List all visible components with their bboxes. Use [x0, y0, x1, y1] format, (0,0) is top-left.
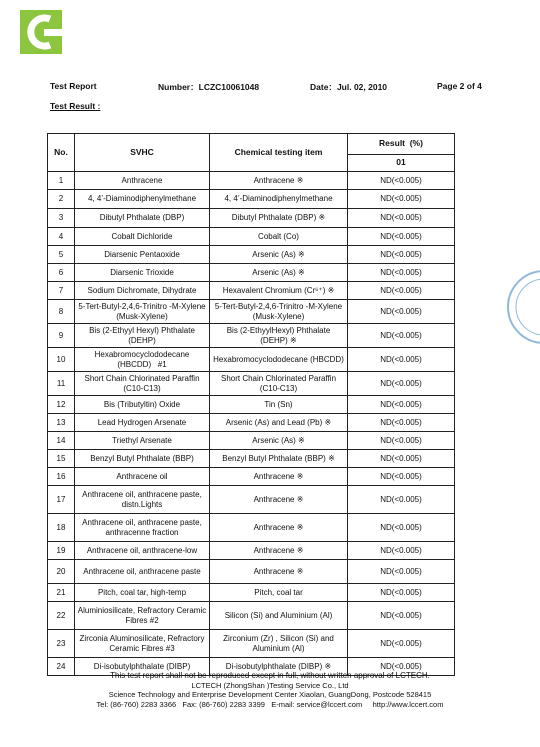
row-number: 17 — [48, 486, 75, 514]
row-svhc: Anthracene oil — [75, 468, 210, 486]
row-result: ND(<0.005) — [348, 300, 455, 324]
row-svhc: Cobalt Dichloride — [75, 228, 210, 246]
table-row — [48, 172, 455, 190]
row-number: 9 — [48, 324, 75, 348]
row-result: ND(<0.005) — [348, 190, 455, 209]
row-number: 16 — [48, 468, 75, 486]
row-number: 3 — [48, 209, 75, 228]
col-header-svhc: SVHC — [75, 134, 210, 172]
row-svhc: 4, 4’-Diaminodiphenylmethane — [75, 190, 210, 209]
row-result: ND(<0.005) — [348, 514, 455, 542]
row-svhc: Anthracene oil, anthracene-low — [75, 542, 210, 560]
col-header-no: No. — [48, 134, 75, 172]
row-svhc: Dibutyl Phthalate (DBP) — [75, 209, 210, 228]
row-svhc: Zirconia Aluminosilicate, Refractory Ceramic Fibres #3 — [75, 630, 210, 658]
number-value: LCZC10061048 — [198, 82, 260, 92]
section-title: Test Result : — [50, 101, 101, 111]
table-row — [48, 300, 455, 324]
table-row — [48, 372, 455, 396]
row-result: ND(<0.005) — [348, 560, 455, 584]
lctech-logo — [20, 10, 62, 54]
row-number: 8 — [48, 300, 75, 324]
row-result: ND(<0.005) — [348, 468, 455, 486]
row-test-item: Di-isobutylphthalate (DIBP) ※ — [210, 658, 348, 676]
row-number: 10 — [48, 348, 75, 372]
row-result: ND(<0.005) — [348, 584, 455, 602]
row-svhc: Triethyl Arsenate — [75, 432, 210, 450]
table-row — [48, 602, 455, 630]
row-test-item: Silicon (Si) and Aluminium (Al) — [210, 602, 348, 630]
row-result: ND(<0.005) — [348, 209, 455, 228]
table-row — [48, 542, 455, 560]
row-test-item: Arsenic (As) ※ — [210, 264, 348, 282]
row-test-item: Pitch, coal tar — [210, 584, 348, 602]
row-number: 6 — [48, 264, 75, 282]
col-header-sample: 01 — [348, 155, 455, 172]
col-header-result: Result (%) — [348, 134, 455, 155]
row-number: 13 — [48, 414, 75, 432]
row-test-item: Hexavalent Chromium (Cr⁶⁺) ※ — [210, 282, 348, 300]
table-row — [48, 190, 455, 209]
row-test-item: Arsenic (As) and Lead (Pb) ※ — [210, 414, 348, 432]
table-row — [48, 432, 455, 450]
row-svhc: Aluminiosilicate, Refractory Ceramic Fibres #2 — [75, 602, 210, 630]
row-result: ND(<0.005) — [348, 172, 455, 190]
table-row — [48, 450, 455, 468]
report-number — [158, 81, 259, 93]
row-result: ND(<0.005) — [348, 348, 455, 372]
row-number: 2 — [48, 190, 75, 209]
row-number: 7 — [48, 282, 75, 300]
report-date — [310, 81, 387, 93]
report-title: Test Report — [50, 81, 97, 91]
report-footer — [0, 671, 540, 709]
table-row — [48, 348, 455, 372]
row-result: ND(<0.005) — [348, 450, 455, 468]
table-row — [48, 246, 455, 264]
row-result: ND(<0.005) — [348, 324, 455, 348]
table-row — [48, 228, 455, 246]
date-label: Date： — [310, 82, 337, 92]
row-test-item: Short Chain Chlorinated Paraffin (C10-C13) — [210, 372, 348, 396]
row-svhc: Short Chain Chlorinated Paraffin (C10-C13) — [75, 372, 210, 396]
table-row — [48, 560, 455, 584]
row-number: 1 — [48, 172, 75, 190]
row-test-item: Benzyl Butyl Phthalate (BBP) ※ — [210, 450, 348, 468]
row-test-item: Bis (2-EthyylHexyl) Phthalate (DEHP) ※ — [210, 324, 348, 348]
row-svhc: Bis (Tributyltin) Oxide — [75, 396, 210, 414]
col-header-item: Chemical testing item — [210, 134, 348, 172]
table-row — [48, 324, 455, 348]
row-test-item: Dibutyl Phthalate (DBP) ※ — [210, 209, 348, 228]
row-result: ND(<0.005) — [348, 432, 455, 450]
row-svhc: Bis (2-Ethyyl Hexyl) Phthalate (DEHP) — [75, 324, 210, 348]
table-row — [48, 209, 455, 228]
row-test-item: Anthracene ※ — [210, 514, 348, 542]
row-test-item: Anthracene ※ — [210, 468, 348, 486]
row-test-item: 4, 4’-Diaminodiphenylmethane — [210, 190, 348, 209]
row-number: 14 — [48, 432, 75, 450]
row-svhc: Pitch, coal tar, high-temp — [75, 584, 210, 602]
table-row — [48, 282, 455, 300]
number-label: Number： — [158, 82, 199, 92]
footer-address: Science Technology and Enterprise Development Center Xiaolan, GuangDong, Postcode 528415 — [108, 690, 432, 699]
row-result: ND(<0.005) — [348, 396, 455, 414]
row-number: 20 — [48, 560, 75, 584]
row-number: 19 — [48, 542, 75, 560]
page-number: Page 2 of 4 — [437, 81, 482, 91]
row-test-item: Arsenic (As) ※ — [210, 432, 348, 450]
results-body — [48, 172, 455, 676]
row-result: ND(<0.005) — [348, 486, 455, 514]
row-number: 22 — [48, 602, 75, 630]
table-row — [48, 414, 455, 432]
row-number: 5 — [48, 246, 75, 264]
row-result: ND(<0.005) — [348, 246, 455, 264]
row-svhc: Sodium Dichromate, Dihydrate — [75, 282, 210, 300]
row-result: ND(<0.005) — [348, 658, 455, 676]
table-row — [48, 468, 455, 486]
table-row — [48, 486, 455, 514]
row-test-item: Cobalt (Co) — [210, 228, 348, 246]
footer-company: LCTECH (ZhongShan )Testing Service Co., Ltd — [191, 680, 349, 690]
footer-disclaimer: This test report shall not be reproduced except in full, without written approval of LCTECH. — [110, 671, 430, 680]
row-result: ND(<0.005) — [348, 228, 455, 246]
company-stamp — [504, 268, 540, 346]
row-result: ND(<0.005) — [348, 282, 455, 300]
row-number: 18 — [48, 514, 75, 542]
row-number: 23 — [48, 630, 75, 658]
date-value: Jul. 02, 2010 — [336, 82, 388, 92]
row-svhc: Diarsenic Pentaoxide — [75, 246, 210, 264]
row-number: 4 — [48, 228, 75, 246]
row-result: ND(<0.005) — [348, 542, 455, 560]
row-test-item: Arsenic (As) ※ — [210, 246, 348, 264]
row-svhc: Di-isobutylphthalate (DIBP) — [75, 658, 210, 676]
row-svhc: Hexabromocyclododecane (HBCDD) #1 — [75, 348, 210, 372]
footer-contact: Tel: (86-760) 2283 3366 Fax: (86-760) 2283 3399 E-mail: service@lccert.com http://www.lccert.com — [96, 699, 444, 709]
table-row — [48, 514, 455, 542]
row-svhc: Diarsenic Trioxide — [75, 264, 210, 282]
row-svhc: Anthracene oil, anthracene paste, anthracenne fraction — [75, 514, 210, 542]
row-test-item: Hexabromocyclododecane (HBCDD) — [210, 348, 348, 372]
row-number: 11 — [48, 372, 75, 396]
row-svhc: Lead Hydrogen Arsenate — [75, 414, 210, 432]
row-number: 15 — [48, 450, 75, 468]
row-result: ND(<0.005) — [348, 602, 455, 630]
row-svhc: 5-Tert-Butyl-2,4,6-Trinitro -M-Xylene (Musk-Xylene) — [75, 300, 210, 324]
table-row — [48, 396, 455, 414]
row-svhc: Anthracene oil, anthracene paste — [75, 560, 210, 584]
row-test-item: Tin (Sn) — [210, 396, 348, 414]
row-test-item: Zirconium (Zr) , Silicon (Si) and Aluminium (Al) — [210, 630, 348, 658]
row-svhc: Benzyl Butyl Phthalate (BBP) — [75, 450, 210, 468]
row-test-item: 5-Tert-Butyl-2,4,6-Trinitro -M-Xylene (Musk-Xylene) — [210, 300, 348, 324]
row-result: ND(<0.005) — [348, 414, 455, 432]
row-result: ND(<0.005) — [348, 372, 455, 396]
row-number: 12 — [48, 396, 75, 414]
row-svhc: Anthracene — [75, 172, 210, 190]
table-row — [48, 630, 455, 658]
row-number: 21 — [48, 584, 75, 602]
row-test-item: Anthracene ※ — [210, 172, 348, 190]
row-svhc: Anthracene oil, anthracene paste, distn.Lights — [75, 486, 210, 514]
row-number: 24 — [48, 658, 75, 676]
row-result: ND(<0.005) — [348, 264, 455, 282]
row-result: ND(<0.005) — [348, 630, 455, 658]
row-test-item: Anthracene ※ — [210, 560, 348, 584]
table-row — [48, 264, 455, 282]
table-row — [48, 584, 455, 602]
row-test-item: Anthracene ※ — [210, 542, 348, 560]
row-test-item: Anthracene ※ — [210, 486, 348, 514]
results-table — [47, 133, 455, 676]
